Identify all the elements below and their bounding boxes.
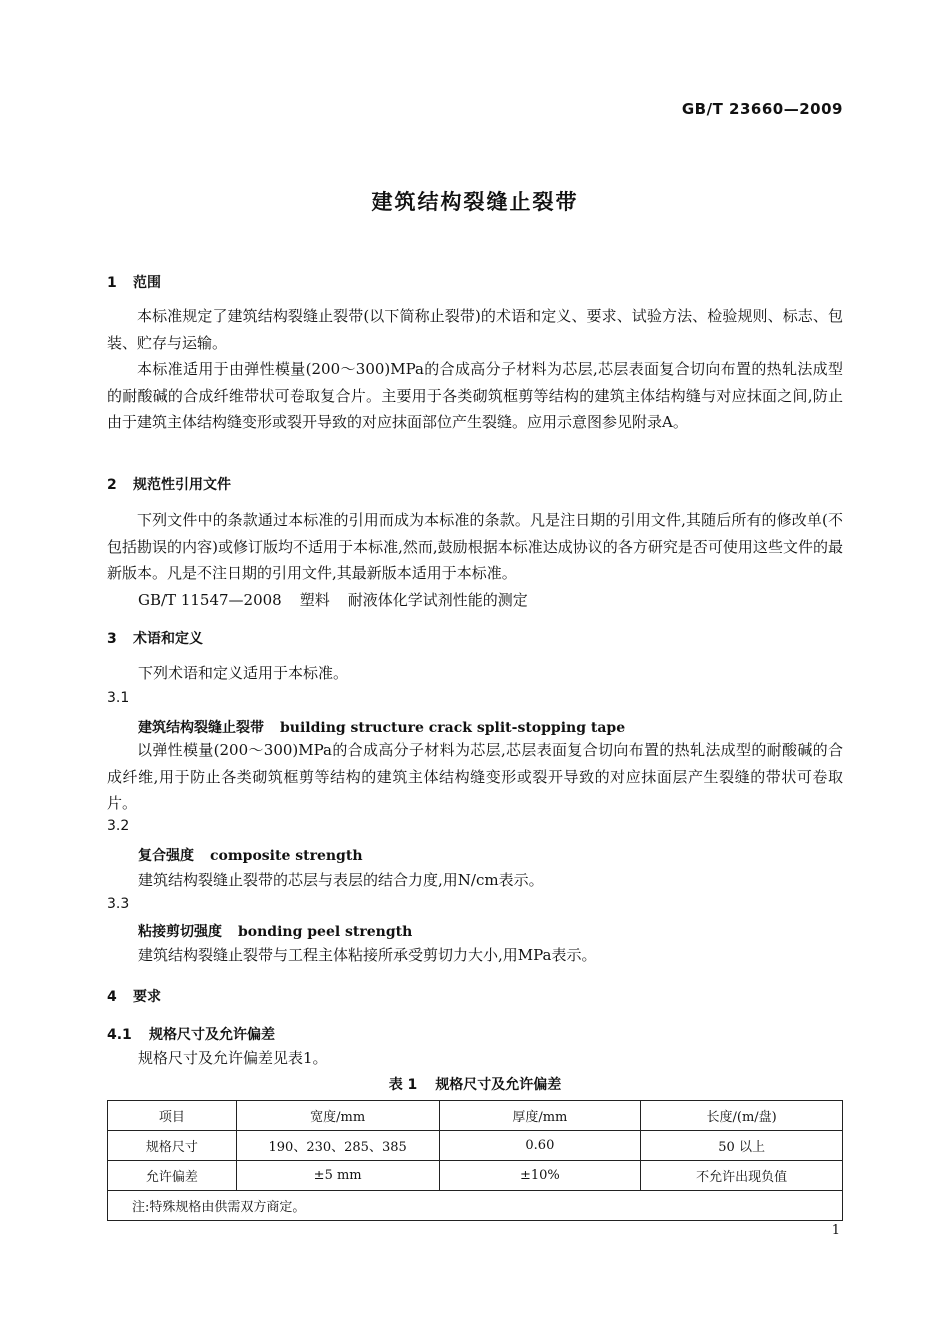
section-number: 3: [107, 631, 117, 647]
clause-number: 3.3: [107, 896, 130, 912]
term-definition: 建筑结构裂缝止裂带的芯层与表层的结合力度,用N/cm表示。: [138, 871, 544, 889]
clause-number: 3.2: [107, 818, 130, 834]
table-header-row: [108, 1101, 843, 1131]
document-title: 建筑结构裂缝止裂带: [371, 190, 579, 214]
section-4-heading: [107, 986, 161, 1006]
page-number: 1: [831, 1223, 840, 1238]
section-number: 1: [107, 275, 117, 291]
subsection-number: 4.1: [107, 1027, 132, 1043]
paragraph: 规格尺寸及允许偏差见表1。: [138, 1049, 328, 1067]
section-title: 要求: [133, 989, 161, 1005]
paragraph: 本标准规定了建筑结构裂缝止裂带(以下简称止裂带)的术语和定义、要求、试验方法、检验规则、标志、包装、贮存与运输。: [107, 307, 843, 352]
reference-code: GB/T 11547—2008: [138, 591, 282, 609]
spec-table: [107, 1100, 843, 1221]
paragraph: 下列术语和定义适用于本标准。: [138, 664, 349, 682]
section-2-heading: [107, 474, 231, 494]
table-note: 注:特殊规格由供需双方商定。: [108, 1191, 843, 1221]
standard-number: GB/T 23660—2009: [681, 100, 843, 118]
term-en: bonding peel strength: [238, 924, 413, 940]
term-entry: [138, 845, 363, 865]
section-number: 2: [107, 477, 117, 493]
table-header-cell: 厚度/mm: [439, 1101, 641, 1131]
table-caption: [0, 1074, 950, 1094]
subsection-title: 规格尺寸及允许偏差: [149, 1027, 275, 1043]
table-cell: 190、230、285、385: [236, 1131, 439, 1161]
table-header-cell: 长度/(m/盘): [641, 1101, 843, 1131]
table-title: 规格尺寸及允许偏差: [435, 1077, 562, 1093]
term-entry: [138, 717, 625, 737]
section-title: 术语和定义: [133, 631, 203, 647]
term-en: composite strength: [210, 848, 363, 864]
term-entry: [138, 921, 412, 941]
normative-reference: [138, 589, 546, 610]
table-row: [108, 1161, 843, 1191]
clause-number: 3.1: [107, 690, 130, 706]
reference-title-part2: 耐液体化学试剂性能的测定: [347, 591, 528, 609]
table-cell: ±10%: [439, 1161, 641, 1191]
table-cell: 规格尺寸: [108, 1131, 237, 1161]
term-cn: 建筑结构裂缝止裂带: [138, 720, 264, 736]
section-title: 范围: [133, 275, 161, 291]
term-cn: 粘接剪切强度: [138, 924, 222, 940]
term-definition: 建筑结构裂缝止裂带与工程主体粘接所承受剪切力大小,用MPa表示。: [138, 946, 597, 964]
table-note-row: [108, 1191, 843, 1221]
paragraph: 下列文件中的条款通过本标准的引用而成为本标准的条款。凡是注日期的引用文件,其随后所有的修改单(不包括勘误的内容)或修订版均不适用于本标准,然而,鼓励根据本标准达成协议的各方研究是否可使用这些文件的最新版本。凡是不注日期的引用文件,其最新版本适用于本标准。: [107, 511, 843, 582]
table-cell: 允许偏差: [108, 1161, 237, 1191]
table-header-cell: 项目: [108, 1101, 237, 1131]
section-3-heading: [107, 628, 203, 648]
section-title: 规范性引用文件: [133, 477, 231, 493]
table-cell: 不允许出现负值: [641, 1161, 843, 1191]
subsection-4-1-heading: [107, 1024, 275, 1044]
section-1-heading: [107, 272, 161, 292]
term-definition: 以弹性模量(200～300)MPa的合成高分子材料为芯层,芯层表面复合切向布置的热轧法成型的耐酸碱的合成纤维,用于防止各类砌筑框剪等结构的建筑主体结构缝变形或裂开导致的对应抹面层产生裂缝的带状可卷取片。: [107, 741, 843, 812]
table-cell: ±5 mm: [236, 1161, 439, 1191]
table-cell: 0.60: [439, 1131, 641, 1161]
reference-title-part1: 塑料: [299, 591, 330, 609]
table-row: [108, 1131, 843, 1161]
term-en: building structure crack split-stopping tape: [280, 720, 626, 736]
section-number: 4: [107, 989, 117, 1005]
table-header-cell: 宽度/mm: [236, 1101, 439, 1131]
paragraph: 本标准适用于由弹性模量(200～300)MPa的合成高分子材料为芯层,芯层表面复合切向布置的热轧法成型的耐酸碱的合成纤维带状可卷取复合片。主要用于各类砌筑框剪等结构的建筑主体结构缝与对应抹面之间,防止由于建筑主体结构缝变形或裂开导致的对应抹面部位产生裂缝。应用示意图参见附录A。: [107, 360, 843, 431]
table-number: 表 1: [388, 1077, 418, 1093]
term-cn: 复合强度: [138, 848, 194, 864]
table-cell: 50 以上: [641, 1131, 843, 1161]
